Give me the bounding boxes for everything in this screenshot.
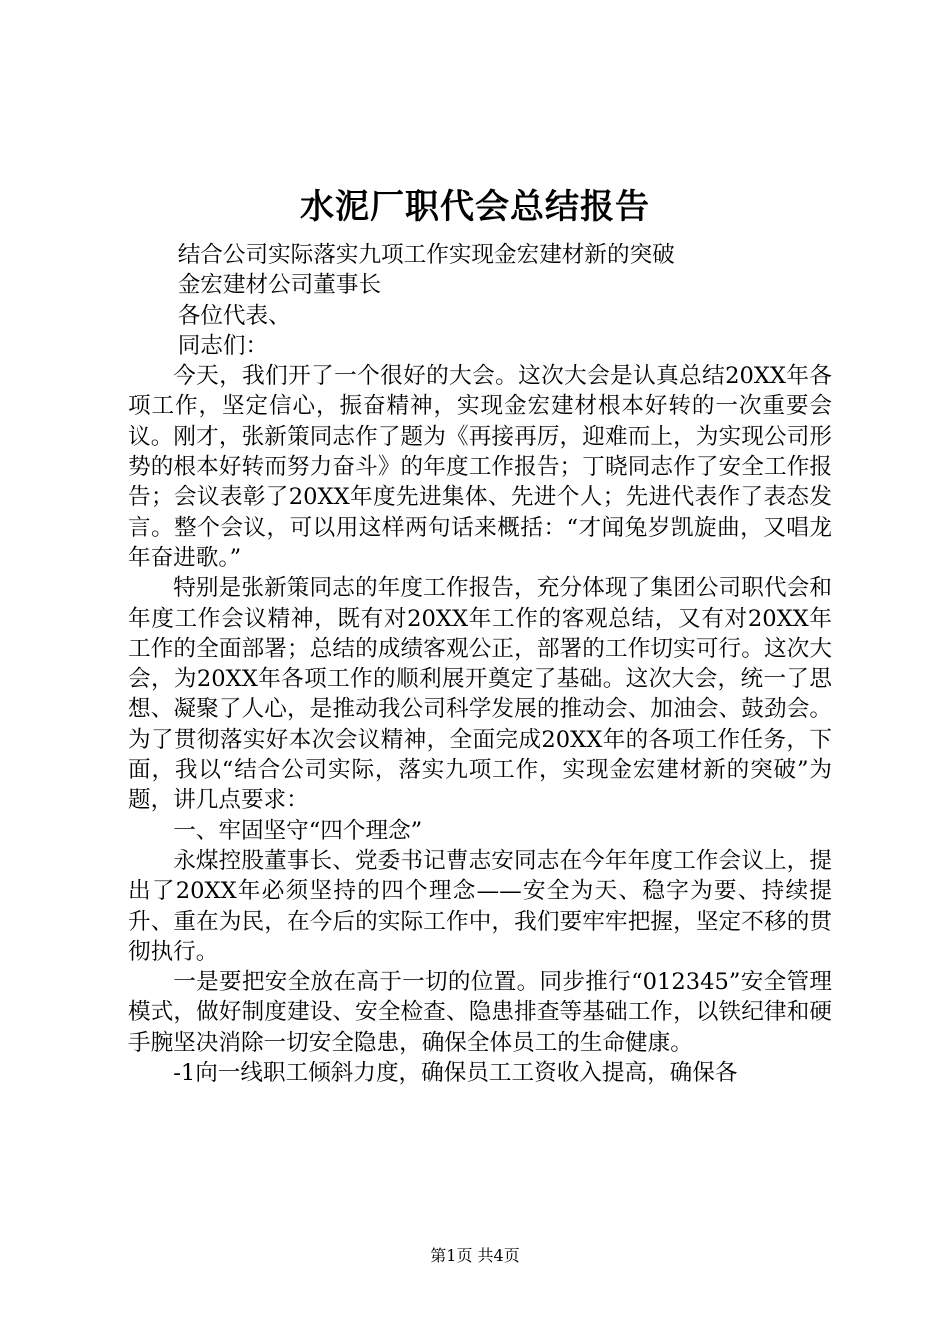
document-body <box>128 240 832 1088</box>
salutation-line-2: 同志们： <box>177 332 269 359</box>
body-paragraph: -1向一线职工倾斜力度，确保员工工资收入提高，确保各 <box>173 1060 738 1087</box>
document-title: 水泥厂职代会总结报告 <box>300 187 650 227</box>
salutation-line-1: 各位代表、 <box>177 302 291 329</box>
report-author: 金宏建材公司董事长 <box>177 272 382 299</box>
body-paragraph: 一是要把安全放在高于一切的位置。同步推行“012345”安全管理模式，做好制度建设、安全检查、隐患排查等基础工作，以铁纪律和硬手腕坚决消除一切安全隐患，确保全体员工的生命健康。 <box>128 969 832 1056</box>
section-heading: 一、牢固坚守“四个理念” <box>173 817 423 844</box>
body-paragraph: 特别是张新策同志的年度工作报告，充分体现了集团公司职代会和年度工作会议精神，既有对20XX年工作的客观总结，又有对20XX年工作的全面部署；总结的成绩客观公正，部署的工作切实可行。这次大会，为20XX年各项工作的顺利展开奠定了基础。这次大会，统一了思想、凝聚了人心，是推动我公司科学发展的推动会、加油会、鼓劲会。为了贯彻落实好本次会议精神，全面完成20XX年的各项工作任务，下面，我以“结合公司实际，落实九项工作，实现金宏建材新的突破”为题，讲几点要求： <box>128 575 832 814</box>
body-paragraph: 今天，我们开了一个很好的大会。这次大会是认真总结20XX年各项工作，坚定信心，振奋精神，实现金宏建材根本好转的一次重要会议。刚才，张新策同志作了题为《再接再厉，迎难而上，为实现公司形势的根本好转而努力奋斗》的年度工作报告；丁晓同志作了安全工作报告；会议表彰了20XX年度先进集体、先进个人；先进代表作了表态发言。整个会议，可以用这样两句话来概括：“才闻兔岁凯旋曲，又唱龙年奋进歌。” <box>128 363 832 571</box>
body-paragraph: 永煤控股董事长、党委书记曹志安同志在今年年度工作会议上，提出了20XX年必须坚持的四个理念——安全为天、稳字为要、持续提升、重在为民，在今后的实际工作中，我们要牢牢把握，坚定不移的贯彻执行。 <box>128 847 832 965</box>
page-footer: 第1页 共4页 <box>430 1246 520 1265</box>
report-subtitle: 结合公司实际落实九项工作实现金宏建材新的突破 <box>177 242 675 268</box>
